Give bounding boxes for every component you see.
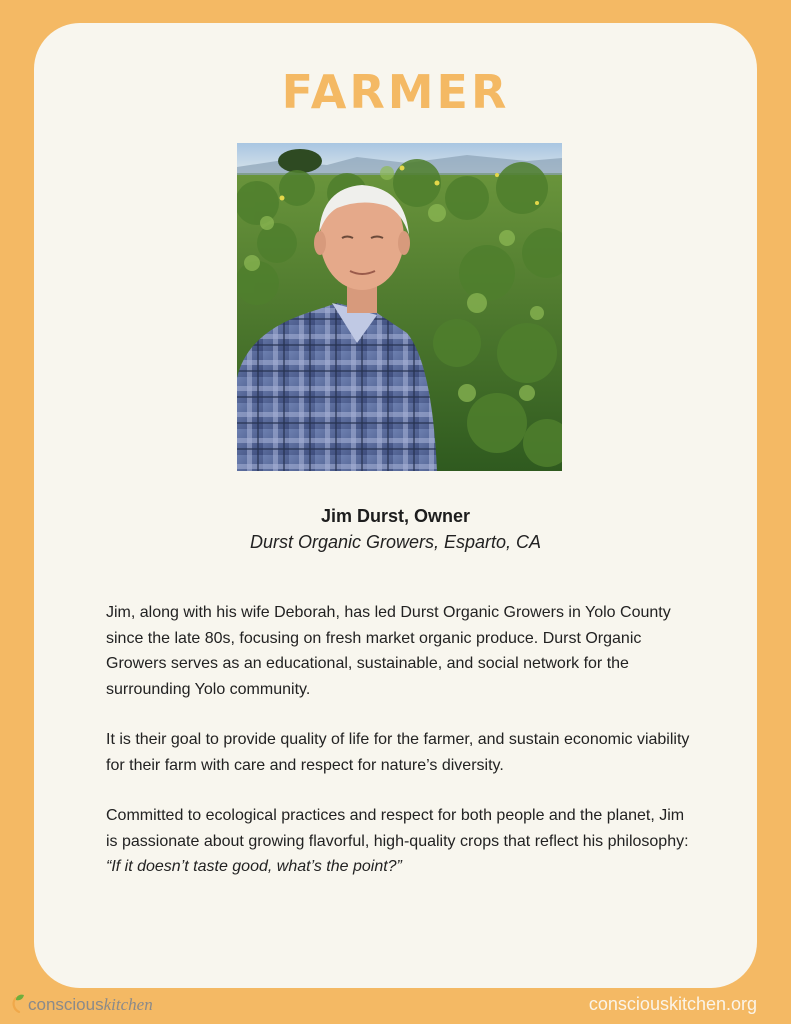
philosophy-quote: “If it doesn’t taste good, what’s the point?” bbox=[106, 858, 402, 875]
conscious-kitchen-logo[interactable] bbox=[11, 993, 153, 1017]
farmer-name: Jim Durst, Owner bbox=[320, 506, 471, 526]
bio-paragraph: Jim, along with his wife Deborah, has led Durst Organic Growers in Yolo County since the late 80s, focusing on fresh market organic produce. Durst Organic Growers serves as an educational, sustainable, and social network for the surrounding Yolo community. bbox=[106, 604, 671, 698]
farmer-photo bbox=[237, 143, 562, 471]
website-link[interactable]: consciouskitchen.org bbox=[588, 994, 757, 1014]
bio-paragraph: It is their goal to provide quality of life for the farmer, and sustain economic viability for their farm with care and respect for nature’s diversity. bbox=[106, 731, 690, 774]
farm-organization: Durst Organic Growers, Esparto, CA bbox=[249, 532, 542, 552]
logo-text-kitchen: kitchen bbox=[103, 995, 153, 1014]
farmer-bio bbox=[106, 600, 691, 905]
logo-text-conscious: conscious bbox=[28, 995, 104, 1014]
bio-paragraph-lead: Committed to ecological practices and respect for both people and the planet, Jim is passionate about growing flavorful, high-quality crops that reflect his philosophy: bbox=[106, 807, 689, 850]
page-title: FARMER bbox=[281, 65, 510, 119]
bio-paragraph bbox=[106, 803, 691, 880]
leaf-swirl-icon bbox=[11, 993, 27, 1018]
profile-card bbox=[34, 23, 757, 988]
